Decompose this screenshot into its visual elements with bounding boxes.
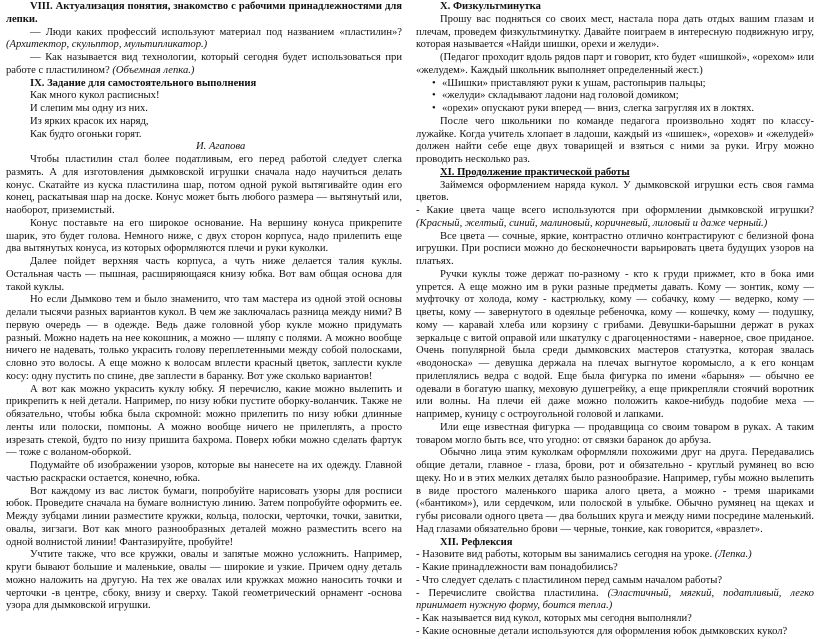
poem-author: И. Агапова	[196, 141, 246, 153]
question-text: - Что следует сделать с пластилином перед самым началом работы?	[416, 574, 723, 586]
paragraph: Конус поставьте на его широкое основание. На вершину конуса прикрепите шарик, это будет голова. Немного ниже, с двух сторон корпуса, надо прилепить еще два вытянутых конуса, из которых оформляются плечи и руки куколки.	[6, 217, 402, 255]
right-column	[416, 1, 814, 639]
question-text: - Какие цвета чаще всего используются при оформлении дымковской игрушки?	[416, 205, 814, 216]
paragraph: (Педагог проходит вдоль рядов парт и говорит, кто будет «шишкой», «орехом» или «желудем». Каждый школьник выполняет определенный жест.)	[416, 52, 814, 76]
question-colors	[416, 205, 814, 231]
paragraph: А вот как можно украсить куклу юбку. Я перечислю, какие можно вылепить и прикрепить к ней детали. Например, по низу юбки пустите оборку-воланчик. Также не обязательно, чтобы юбка была скромной: можно прилепить по низу юбки длинные ленты или полоски, помпоны. А можно вообще ничего не прилеплять, а просто изрезать стекой, будто по низу пришита бахрома. Поверх юбки можно сделать фартук — тоже с воланом-оборкой.	[6, 383, 402, 459]
paragraph: Займемся оформлением наряда кукол. У дымковской игрушки есть своя гамма цветов.	[416, 179, 814, 204]
reflection-item	[416, 575, 814, 588]
reflection-item	[416, 613, 814, 626]
question-professions	[6, 27, 402, 53]
question-text: — Как называется вид технологии, который сегодня будет использоваться при работе с пластилином?	[6, 52, 402, 76]
left-column	[6, 1, 402, 613]
poem	[6, 90, 402, 141]
question-answer: (Лепка.)	[714, 549, 752, 561]
paragraph: Но если Дымково тем и было знаменито, что там мастера из одной этой основы делали тысячи разных вариантов кукол. В чем же заключалась разница между ними? В первую очередь — в одежде. Ведь даже головной убор кукле можно придумать разный. Можно надеть на нее кокошник, а можно — шляпу с полями. А можно вообще ничего не надевать, только украсить голову переплетенными между собой полосками, словно это волосы. А еще можно к волосам вплести красный цветок, заплести кукле косу: одну пустить по спине, две заплести в баранку. Вот уже сколько вариантов!	[6, 294, 402, 382]
reflection-item	[416, 626, 814, 639]
poem-line: Как будто огоньки горят.	[30, 128, 142, 140]
question-text: - Какие принадлежности вам понадобились?	[416, 562, 618, 573]
bullet-item: • «Шишки» приставляют руки к ушам, растопырив пальцы;	[416, 78, 814, 91]
paragraph: Ручки куклы тоже держат по-разному - кто к груди прижмет, кто в бока ими упрется. А еще можно им в руки разные предметы давать. Кому — зонтик, кому — муфточку от холода, кому - кастрюльку, кому — собачку, кому — ведерко, кому — цветы, кому — завернутого в одеяльце ребеночка, кому — кошечку, кому — подушку, кому — каравай хлеба или корзину с грибами. Девушки-барышни держат в руках зеркальце с витой оправой или шкатулку с драгоценностями - наверное, свое приданое. Очень популярной была среди дымковских мастеров статуэтка, которая звалась «водоноска» — девушка держала на плечах выгнутое коромысло, а к его концам прилеплялись ведра с водой. Еще была фигурка по имени «барыня» — обычно ее одевали в богатую шапку, меховую душегрейку, а еще прикрепляли стоячий воротник или волны. На плечи ей даже можно положить какое-нибудь подобие меха — например, куницу с остроугольной головой и лапками.	[416, 268, 814, 420]
question-text: - Назовите вид работы, которым вы занимались сегодня на уроке.	[416, 549, 715, 561]
paragraph: После чего школьники по команде педагога произвольно ходят по классу-лужайке. Когда учитель хлопает в ладоши, каждый из «шишек», «орехов» и «желудей» должен найти себе еще двух товарищей и взяться с ними за руки. Игру можно проводить несколько раз.	[416, 115, 814, 165]
bullet-item: • «орехи» опускают руки вперед — вниз, слегка загругляя их в локтях.	[416, 103, 814, 116]
section-12-heading: XII. Рефлексия	[440, 536, 513, 548]
paragraph: Учтите также, что все кружки, овалы и запятые можно усложнить. Например, круги бывают большие и маленькие, овалы — широкие и узкие. Причем одну деталь можно наложить на другую. На тех же овалах или кружках можно наносить точки и черточки -в центре, сбоку, внизу и сверху. Такой геометрический орнамент -основа узора для дымковской игрушки.	[6, 549, 402, 612]
question-answer: (Красный, желтый, синий, малиновый, коричневый, лиловый и даже черный.)	[416, 217, 768, 229]
bullet-item: • «желуди» складывают ладони над головой домиком;	[416, 90, 814, 103]
question-text: - Какие основные детали используются для оформления юбок дымковских кукол?	[416, 625, 788, 637]
question-text: - Как называется вид кукол, которых мы сегодня выполняли?	[416, 613, 692, 624]
question-answer: (Эластичный, мягкий, податливый, легко принимает нужную форму, боится тепла.)	[416, 587, 814, 612]
paragraph: Или еще известная фигурка — продавщица со своим товаром в руках. А таким товаром могло быть все, что угодно: от связки баранок до арбуза.	[416, 421, 814, 446]
section-9-heading: IX. Задание для самостоятельного выполнения	[30, 77, 257, 89]
paragraph: Обычно лица этим куколкам оформляли похожими друг на друга. Передавались общие детали, главное - глаза, брови, рот и обязательно - круглый румянец во всю щеку. Но и в этих мелких деталях было разнообразие. Например, губы можно вылепить в виде простого маленького шарика алого цвета, а можно - тремя шариками («бантиком»), или сердечком, или полоской в улыбке. Обычно румянец на щеках и губы рисовали одного цвета — два больших круга и между ними посредине маленький. Над глазами обязательно брови — черные, тонкие, как говорится, «вразлет».	[416, 447, 814, 535]
paragraph: Чтобы пластилин стал более податливым, его перед работой следует слегка размять. А для изготовления дымковской игрушки сначала надо научиться делать конус. Скатайте из куска пластилина шар, потом одной рукой вытягивайте один его конец, раскатывая шар на доске. Конус может быть любого размера — вытянутый или, наоборот, приземистый.	[6, 154, 402, 216]
paragraph: Все цвета — сочные, яркие, контрастно отлично контрастируют с белизной фона игрушки. При росписи можно до бесконечности варьировать цвета будущих узоров на платьях.	[416, 230, 814, 267]
section-10-heading: X. Физкультминутка	[440, 1, 541, 12]
paragraph: Подумайте об изображении узоров, которые вы нанесете на их одежду. Главной частью раскраски остается, конечно, юбка.	[6, 460, 402, 484]
reflection-item	[416, 549, 814, 562]
question-answer: (Объемная лепка.)	[112, 64, 195, 76]
poem-line: И слепим мы одну из них.	[30, 103, 148, 114]
reflection-item	[416, 588, 814, 614]
poem-line: Из ярких красок их наряд,	[30, 115, 149, 127]
question-answer: (Архитектор, скульптор, мультипликатор.)	[6, 39, 208, 51]
question-text: - Перечислите свойства пластилина.	[416, 587, 608, 599]
paragraph: Вот каждому из вас листок бумаги, попробуйте нарисовать узоры для росписи юбок. Проведите сначала на бумаге волнистую линию. Затем попробуйте оформить ее. Между зубцами линии разместите кружки, кольца, полоски, черточки, точки, завитки, овалы, зигзаги. Вот как много разнообразных деталей можно разместить всего на одной волнистой линии! Фантазируйте, пробуйте!	[6, 485, 402, 548]
question-technology	[6, 52, 402, 78]
question-text: — Люди каких профессий используют материал под названием «пластилин»?	[30, 26, 402, 38]
paragraph: Далее пойдет верхняя часть корпуса, а чуть ниже делается талия куклы. Остальная часть — пышная, расширяющаяся книзу юбка. Вот вам общая основа для такой куклы.	[6, 256, 402, 293]
section-11-heading: XI. Продолжение практической работы	[440, 166, 630, 178]
poem-line: Как много кукол расписных!	[30, 90, 160, 102]
paragraph: Прошу вас подняться со своих мест, настала пора дать отдых вашим глазам и плечам, проведем физкультминутку. Давайте поиграем в интересную подвижную игру, которая называется «Найди шишки, орехи и желуди».	[416, 13, 814, 51]
reflection-item	[416, 562, 814, 575]
section-8-heading: VIII. Актуализация понятия, знакомство с рабочими принадлежностями для лепки.	[6, 1, 402, 25]
